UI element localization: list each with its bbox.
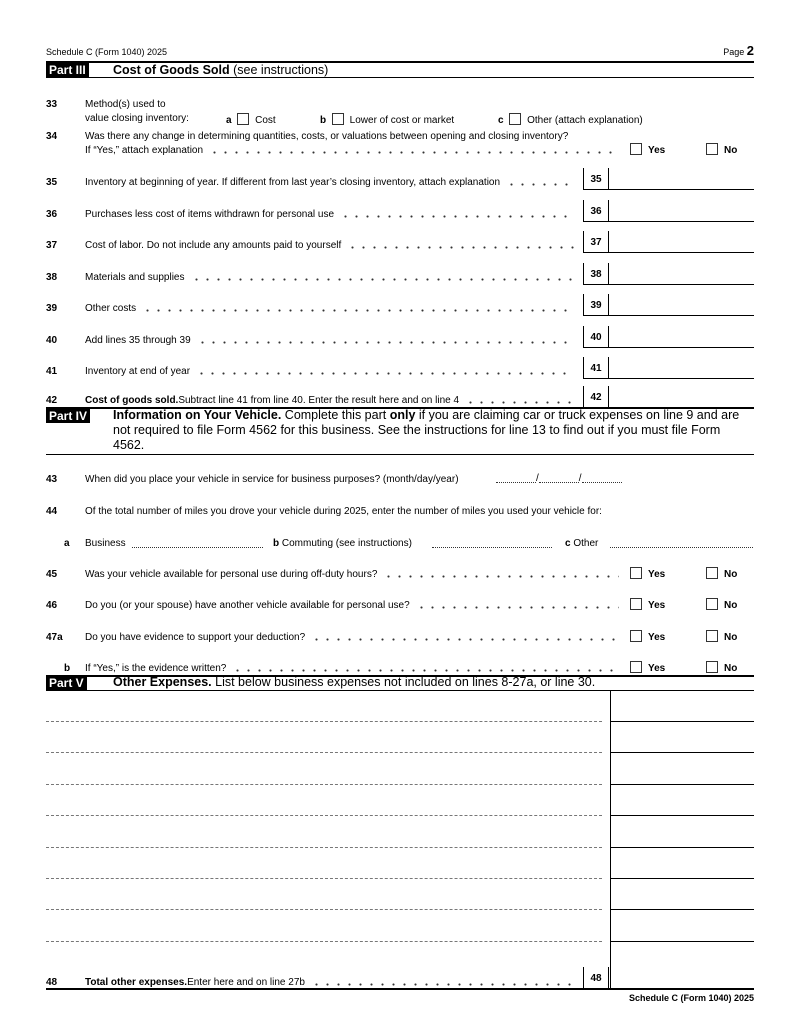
expense-description-field[interactable] (46, 707, 602, 722)
line48-desc: Enter here and on line 27b (187, 977, 305, 988)
leader-dots (209, 151, 619, 154)
amount-field[interactable] (609, 200, 754, 222)
line-number: 46 (46, 600, 58, 612)
leader-dots (196, 372, 574, 375)
expense-amount-field[interactable] (611, 864, 754, 879)
day-field[interactable] (539, 472, 579, 483)
line-text (85, 209, 580, 220)
checkbox-other[interactable] (509, 113, 521, 125)
line42-bold: Cost of goods sold. (85, 395, 179, 406)
line34-no[interactable] (706, 143, 737, 156)
no-option[interactable] (706, 567, 737, 580)
part5-title-bold: Other Expenses. (113, 675, 212, 689)
option-label: Lower of cost or market (349, 115, 455, 126)
checkbox-no[interactable] (706, 143, 718, 155)
line-text (85, 303, 580, 314)
other-text: Other (570, 538, 599, 549)
yes-label: Yes (648, 145, 666, 156)
line34-yes[interactable] (630, 143, 665, 156)
year-field[interactable] (582, 472, 622, 483)
part5-title-text: List below business expenses not included on lines 8-27a, or line 30. (211, 675, 596, 689)
yes-option[interactable] (630, 661, 665, 674)
question-text (85, 632, 625, 643)
line-label: Inventory at end of year (85, 366, 191, 377)
line-number: 48 (46, 977, 58, 988)
line-number: 42 (46, 395, 58, 406)
line-label: Materials and supplies (85, 271, 185, 283)
option-letter: c (498, 115, 504, 126)
page-label: Page (723, 47, 745, 57)
leader-dots (232, 669, 619, 672)
question-label: Do you (or your spouse) have another vehicle available for personal use? (85, 600, 410, 612)
checkbox-yes[interactable] (630, 598, 642, 610)
yes-option[interactable] (630, 630, 665, 643)
line-number: 40 (46, 334, 58, 346)
question-text (85, 600, 625, 611)
no-option[interactable] (706, 661, 737, 674)
line33-text2: value closing inventory: (85, 113, 189, 124)
line43-text: When did you place your vehicle in service for business purposes? (month/day/year) (85, 474, 459, 485)
part4-title-bold: Information on Your Vehicle. (113, 408, 282, 422)
line-number: 44 (46, 506, 58, 517)
line-label: Other costs (85, 303, 137, 314)
line-text (85, 240, 580, 251)
yes-option[interactable] (630, 567, 665, 580)
no-label: No (724, 569, 738, 580)
line44-text: Of the total number of miles you drove your vehicle during 2025, enter the number of miles you used your vehicle for: (85, 506, 602, 517)
footer-form-name: Schedule C (Form 1040) 2025 (628, 993, 754, 1003)
question-text (85, 663, 625, 674)
checkbox-no[interactable] (706, 630, 718, 642)
line-number: 36 (46, 208, 58, 220)
amount-field[interactable] (609, 294, 754, 316)
line33c-option[interactable] (498, 113, 643, 126)
amount-field[interactable] (609, 326, 754, 348)
expense-description-field[interactable] (46, 864, 602, 879)
line-number: 37 (46, 240, 58, 251)
checkbox-yes[interactable] (630, 567, 642, 579)
part3-title-bold: Cost of Goods Sold (113, 63, 230, 77)
line-label: Add lines 35 through 39 (85, 334, 191, 346)
question-label: Was your vehicle available for personal use during off-duty hours? (85, 569, 378, 580)
no-option[interactable] (706, 630, 737, 643)
expense-description-field[interactable] (46, 927, 602, 942)
other-miles-field[interactable] (610, 537, 753, 548)
no-label: No (724, 145, 738, 156)
form-name: Schedule C (Form 1040) 2025 (46, 47, 168, 57)
checkbox-cost[interactable] (237, 113, 249, 125)
line-letter: b (273, 538, 280, 549)
expense-description-field[interactable] (46, 833, 602, 848)
no-label: No (724, 631, 738, 643)
part4-title (113, 408, 754, 453)
line-box-number: 41 (583, 357, 609, 379)
line-label: Purchases less cost of items withdrawn for personal use (85, 208, 334, 220)
line-letter: c (565, 538, 571, 549)
date-sep: / (536, 473, 539, 484)
checkbox-yes[interactable] (630, 630, 642, 642)
line42-amount-field[interactable] (609, 386, 754, 408)
line-number: 45 (46, 569, 58, 580)
expense-amount-field[interactable] (611, 801, 754, 816)
yes-label: Yes (648, 662, 666, 674)
line-box-number: 39 (583, 294, 609, 316)
line42-desc: Subtract line 41 from line 40. Enter the result here and on line 4 (178, 395, 460, 406)
leader-dots (311, 983, 574, 986)
yes-label: Yes (648, 631, 666, 643)
line-text (85, 335, 580, 346)
part5-title (113, 675, 595, 689)
divider (46, 77, 754, 78)
line-number: 41 (46, 366, 58, 377)
leader-dots (197, 341, 574, 344)
line-number: 38 (46, 271, 58, 283)
commuting-miles-field[interactable] (432, 537, 552, 548)
page-num: 2 (746, 43, 754, 58)
part3-title-note: (see instructions) (229, 63, 329, 77)
expense-amount-field[interactable] (611, 927, 754, 942)
question-text (85, 569, 625, 580)
leader-dots (191, 278, 575, 281)
leader-dots (347, 246, 574, 249)
line-box-number: 36 (583, 200, 609, 222)
yes-label: Yes (648, 600, 666, 612)
question-label: If “Yes,” is the evidence written? (85, 662, 227, 674)
month-field[interactable] (496, 472, 536, 483)
line-box-number: 37 (583, 231, 609, 253)
leader-dots (142, 309, 574, 312)
divider (46, 988, 754, 990)
line-letter: a (64, 538, 70, 549)
part3-title (113, 63, 328, 77)
date-sep: / (578, 473, 582, 484)
line42-text (85, 395, 580, 406)
divider (46, 454, 754, 455)
expense-description-field[interactable] (46, 738, 602, 753)
line-box-number: 40 (583, 326, 609, 348)
option-letter: a (226, 115, 232, 126)
checkbox-yes[interactable] (630, 661, 642, 673)
part4-text: Complete this part (281, 408, 390, 422)
expense-description-field[interactable] (46, 770, 602, 785)
checkbox-no[interactable] (706, 598, 718, 610)
question-label: Do you have evidence to support your deduction? (85, 631, 306, 643)
no-label: No (724, 600, 738, 612)
checkbox-lower-cost-market[interactable] (332, 113, 344, 125)
other-label (565, 538, 598, 549)
divider (46, 690, 754, 691)
line33b-option[interactable] (320, 113, 454, 126)
expense-amount-field[interactable] (611, 738, 754, 753)
line-text (85, 366, 580, 377)
amount-field[interactable] (609, 263, 754, 285)
line-label: Inventory at beginning of year. If different from last year’s closing inventory, attach explanation (85, 177, 501, 188)
business-label: Business (85, 538, 126, 549)
line43-date-field[interactable] (496, 472, 622, 484)
expense-description-field[interactable] (46, 895, 602, 910)
part5-label: Part V (46, 676, 87, 690)
leader-dots (465, 401, 574, 404)
line48-bold: Total other expenses. (85, 977, 188, 988)
option-label: Cost (255, 115, 276, 126)
checkbox-no[interactable] (706, 567, 718, 579)
expense-amount-field[interactable] (611, 895, 754, 910)
line48-text (85, 977, 580, 988)
line-number: 39 (46, 303, 58, 314)
part3-label: Part III (46, 63, 89, 77)
expense-amount-field[interactable] (611, 770, 754, 785)
leader-dots (383, 575, 619, 578)
line-label: Cost of labor. Do not include any amounts paid to yourself (85, 240, 342, 251)
part4-only: only (389, 408, 416, 422)
yes-option[interactable] (630, 598, 665, 611)
expense-amount-field[interactable] (611, 833, 754, 848)
commuting-text: Commuting (see instructions) (279, 538, 412, 549)
line-number: 35 (46, 177, 58, 188)
amount-field[interactable] (609, 357, 754, 379)
no-label: No (724, 662, 738, 674)
line34-text: Was there any change in determining quantities, costs, or valuations between opening and closing inventory? (85, 131, 569, 142)
no-option[interactable] (706, 598, 737, 611)
leader-dots (340, 215, 574, 218)
line48-amount-field[interactable] (609, 967, 754, 989)
option-label: Other (attach explanation) (527, 115, 643, 126)
line33a-option[interactable] (226, 113, 276, 126)
amount-field[interactable] (609, 168, 754, 190)
amount-field[interactable] (609, 231, 754, 253)
yes-label: Yes (648, 569, 666, 580)
leader-dots (506, 183, 574, 186)
line-number: 47a (46, 631, 63, 643)
line-text (85, 177, 580, 188)
expense-description-field[interactable] (46, 801, 602, 816)
line48-box-number: 48 (583, 967, 609, 988)
line-text (85, 272, 580, 283)
part4-label: Part IV (46, 409, 90, 423)
leader-dots (416, 606, 619, 609)
commuting-label (273, 538, 412, 549)
line42-box-number: 42 (583, 386, 609, 408)
line34-text2 (85, 145, 625, 156)
line33-text: Method(s) used to (85, 99, 166, 110)
checkbox-no[interactable] (706, 661, 718, 673)
option-letter: b (320, 115, 327, 126)
part4-text: if you are claiming car or truck expenses on line 9 and are not required to file Form 4562 for this business. See the instructions for line 13 to find out if you must file Form 4562. (113, 408, 740, 452)
business-miles-field[interactable] (132, 537, 263, 548)
page-number (723, 43, 754, 58)
line-box-number: 38 (583, 263, 609, 285)
line-number: b (64, 662, 71, 674)
line-number: 43 (46, 474, 58, 485)
leader-dots (311, 638, 619, 641)
checkbox-yes[interactable] (630, 143, 642, 155)
line34-label: If “Yes,” attach explanation (85, 145, 204, 156)
line-number: 34 (46, 131, 58, 142)
line-number: 33 (46, 99, 58, 110)
expense-amount-field[interactable] (611, 707, 754, 722)
line-box-number: 35 (583, 168, 609, 190)
